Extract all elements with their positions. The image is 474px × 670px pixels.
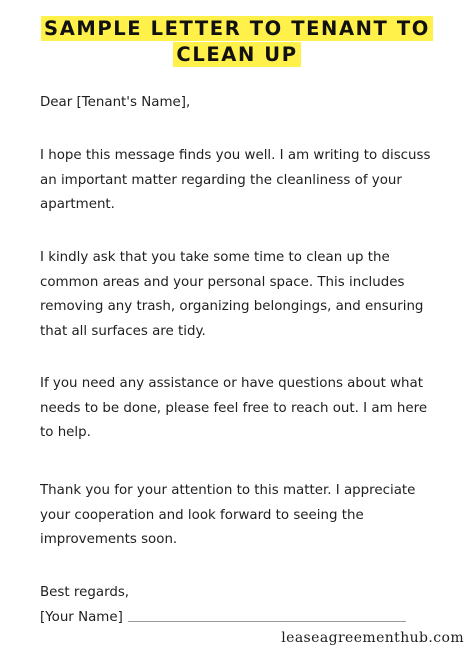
footer-divider (128, 621, 406, 622)
title-line-2: CLEAN UP (173, 42, 300, 67)
paragraph-line: removing any trash, organizing belongings, and ensuring (40, 299, 424, 314)
title-line-1: SAMPLE LETTER TO TENANT TO (41, 16, 433, 41)
paragraph-line: common areas and your personal space. This includes (40, 274, 405, 290)
paragraph-line: your cooperation and look forward to seeing the (40, 507, 364, 523)
paragraph-2 (40, 246, 460, 344)
greeting-text: Dear [Tenant's Name], (40, 95, 191, 110)
paragraph-1 (40, 144, 460, 218)
paragraph-line: Thank you for your attention to this matter. I appreciate (40, 483, 416, 498)
closing-text: Best regards, (40, 585, 130, 600)
letter-greeting (40, 91, 460, 116)
signature-text: [Your Name] (40, 609, 123, 625)
footer-brand: leaseagreementhub.com (281, 630, 464, 646)
paragraph-line: needs to be done, please feel free to reach out. I am here (40, 400, 428, 416)
paragraph-3 (40, 372, 460, 446)
paragraph-line: If you need any assistance or have questions about what (40, 376, 423, 391)
paragraph-line: I kindly ask that you take some time to clean up the (40, 250, 390, 265)
letter-title (0, 16, 474, 67)
paragraph-line: that all surfaces are tidy. (40, 323, 206, 339)
paragraph-line: improvements soon. (40, 532, 178, 547)
paragraph-4 (40, 479, 460, 553)
paragraph-line: apartment. (40, 197, 115, 212)
paragraph-line: an important matter regarding the cleanliness of your (40, 172, 402, 188)
letter-closing (40, 581, 460, 630)
paragraph-line: to help. (40, 425, 91, 440)
paragraph-line: I hope this message finds you well. I am writing to discuss (40, 148, 431, 163)
